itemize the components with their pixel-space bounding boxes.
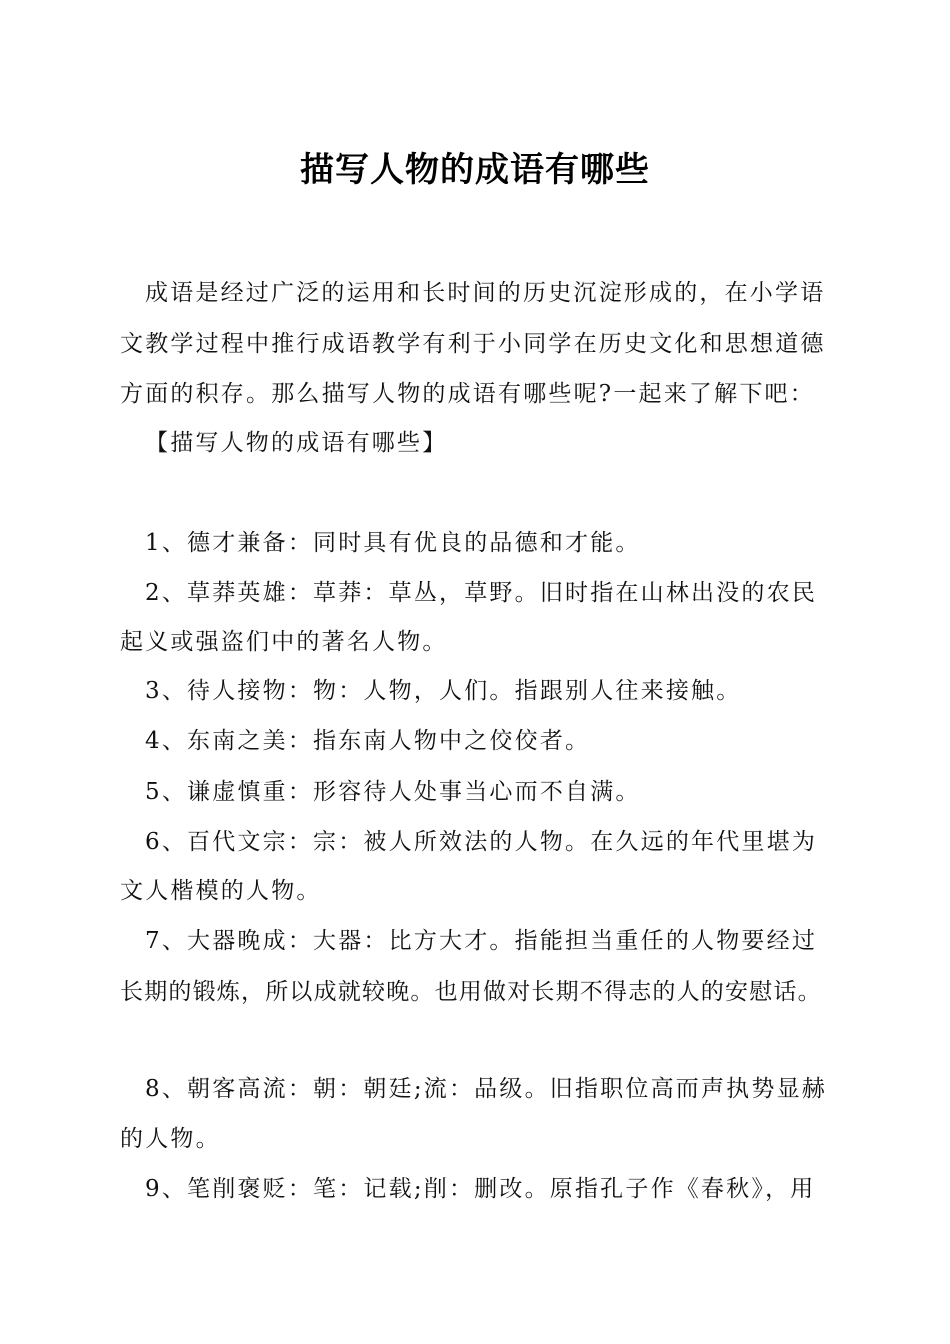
page-title: 描写人物的成语有哪些 [300,150,650,190]
intro-line: 文教学过程中推行成语教学有利于小同学在历史文化和思想道德 [120,331,826,357]
list-item-continuation: 长期的锻炼，所以成就较晚。也用做对长期不得志的人的安慰话。 [120,979,822,1005]
list-item: 6、百代文宗：宗：被人所效法的人物。在久远的年代里堪为 [145,829,818,855]
list-item: 4、东南之美：指东南人物中之佼佼者。 [145,728,591,754]
list-item: 5、谦虚慎重：形容待人处事当心而不自满。 [145,779,641,805]
list-item: 2、草莽英雄：草莽：草丛，草野。旧时指在山林出没的农民 [145,580,818,606]
list-item: 9、笔削褒贬：笔：记载;削：删改。原指孔子作《春秋》，用 [145,1176,816,1202]
list-item-continuation: 起义或强盗们中的著名人物。 [120,629,448,655]
list-item: 7、大器晚成：大器：比方大才。指能担当重任的人物要经过 [145,928,818,954]
list-item: 1、德才兼备：同时具有优良的品德和才能。 [145,530,641,556]
list-item: 8、朝客高流：朝：朝廷;流：品级。旧指职位高而声执势显赫 [145,1076,827,1102]
intro-line: 成语是经过广泛的运用和长时间的历史沉淀形成的，在小学语 [145,280,826,306]
list-item-continuation: 文人楷模的人物。 [120,878,322,904]
list-item-continuation: 的人物。 [120,1126,221,1152]
intro-line: 方面的积存。那么描写人物的成语有哪些呢?一起来了解下吧： [120,381,815,407]
list-item: 3、待人接物：物：人物，人们。指跟别人往来接触。 [145,678,742,704]
section-heading: 【描写人物的成语有哪些】 [145,430,448,456]
